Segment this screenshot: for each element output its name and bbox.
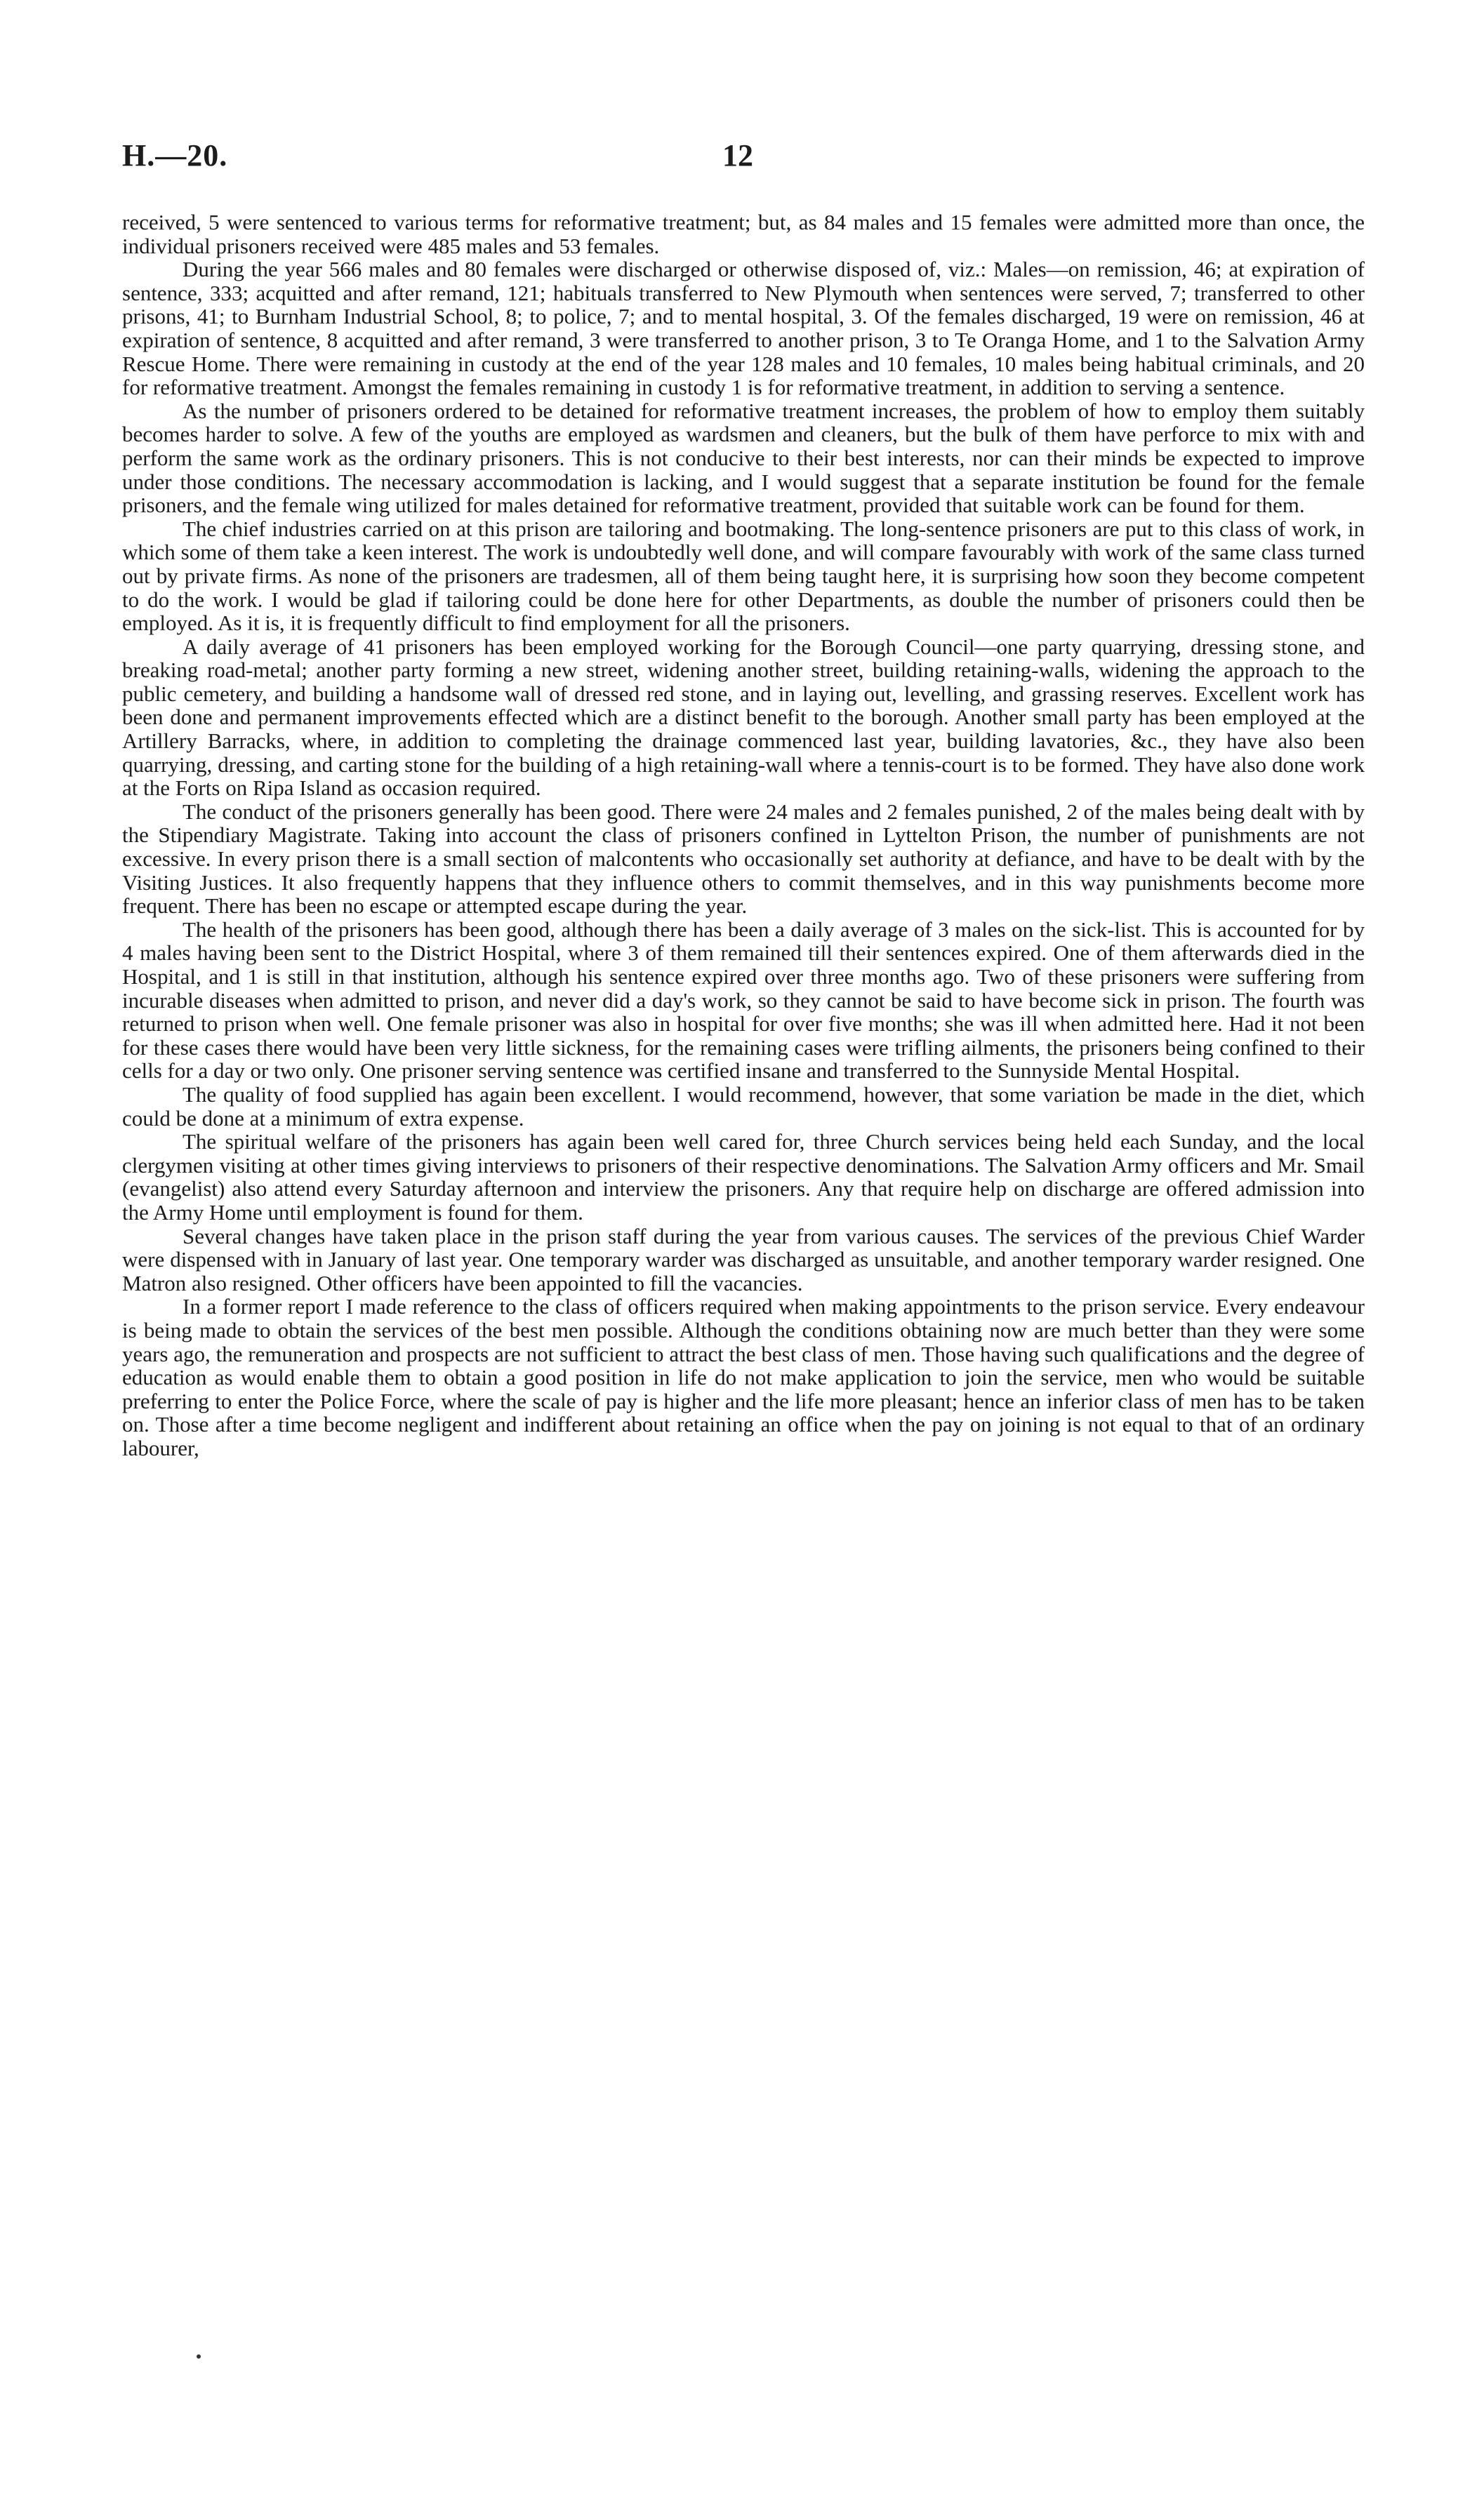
paragraph-admissions-continued: received, 5 were sentenced to various terms for reformative treatment; but, as 84 males and 15 females were admitted more than once, the individual prisoners received were 485 males and 53 females. — [122, 210, 1365, 258]
paragraph-industries: The chief industries carried on at this prison are tailoring and bootmaking. The long-sentence prisoners are put to this class of work, in which some of them take a keen interest. The work is undoubtedly well done, and will compare favourably with work of the same class turned out by private firms. As none of the prisoners are tradesmen, all of them being taught here, it is surprising how soon they become competent to do the work. I would be glad if tailoring could be done here for other Departments, as double the number of prisoners could then be employed. As it is, it is frequently difficult to find employment for all the prisoners. — [122, 516, 1365, 636]
paragraph-health: The health of the prisoners has been good, although there has been a daily average of 3 males on the sick-list. This is accounted for by 4 males having been sent to the District Hospital, where 3 of them remained till their sentences expired. One of them afterwards died in the Hospital, and 1 is still in that institution, although his sentence expired over three months ago. Two of these prisoners were suffering from incurable diseases when admitted to prison, and never did a day's work, so they cannot be said to have become sick in prison. The fourth was returned to prison when well. One female prisoner was also in hospital for over five months; she was ill when admitted here. Had it not been for these cases there would have been very little sickness, for the remaining cases were trifling ailments, the prisoners being confined to their cells for a day or two only. One prisoner serving sentence was certified insane and transferred to the Sunnyside Mental Hospital. — [122, 916, 1365, 1084]
paragraph-food: The quality of food supplied has again been excellent. I would recommend, however, that some variation be made in the diet, which could be done at a minimum of extra expense. — [122, 1081, 1365, 1131]
report-reference: H.—20. — [122, 138, 228, 173]
paragraph-staff-changes: Several changes have taken place in the prison staff during the year from various causes. The services of the previous Chief Warder were dispensed with in January of last year. One temporary warder was discharged as unsuitable, and another temporary warder resigned. One Matron also resigned. Other officers have been appointed to fill the vacancies. — [122, 1223, 1365, 1295]
body-text — [122, 211, 1365, 1460]
print-mark — [197, 2354, 201, 2359]
paragraph-conduct: The conduct of the prisoners generally has been good. There were 24 males and 2 females punished, 2 of the males being dealt with by the Stipendiary Magistrate. Taking into account the class of prisoners confined in Lyttelton Prison, the number of punishments are not excessive. In every prison there is a small section of malcontents who occasionally set authority at defiance, and have to be dealt with by the Visiting Justices. It also frequently happens that they influence others to commit themselves, and in this way punishments become more frequent. There has been no escape or attempted escape during the year. — [122, 799, 1365, 919]
paragraph-discharges: During the year 566 males and 80 females were discharged or otherwise disposed of, viz.: Males—on remission, 46; at expiration of sentence, 333; acquitted and after remand, 121; habituals transferred to New Plymouth when sentences were served, 7; transferred to other prisons, 41; to Burnham Industrial School, 8; to police, 7; and to mental hospital, 3. Of the females discharged, 19 were on remission, 46 at expiration of sentence, 8 acquitted and after remand, 3 were transferred to another prison, 3 to Te Oranga Home, and 1 to the Salvation Army Rescue Home. There were remaining in custody at the end of the year 128 males and 10 females, 10 males being habitual criminals, and 20 for reformative treatment. Amongst the females remaining in custody 1 is for reformative treatment, in addition to serving a sentence. — [122, 257, 1365, 400]
page-number: 12 — [722, 138, 753, 173]
paragraph-spiritual-welfare: The spiritual welfare of the prisoners has again been well cared for, three Church services being held each Sunday, and the local clergymen visiting at other times giving interviews to prisoners of their respective denominations. The Salvation Army officers and Mr. Smail (evangelist) also attend every Saturday afternoon and interview the prisoners. Any that require help on discharge are offered admission into the Army Home until employment is found for them. — [122, 1129, 1365, 1225]
paragraph-officers: In a former report I made reference to the class of officers required when making appointments to the prison service. Every endeavour is being made to obtain the services of the best men possible. Although the conditions obtaining now are much better than they were some years ago, the remuneration and prospects are not sufficient to attract the best class of men. Those having such qualifications and the degree of education as would enable them to obtain a good position in life do not make application to join the service, men who would be suitable preferring to enter the Police Force, where the scale of pay is higher and the life more pleasant; hence an inferior class of men has to be taken on. Those after a time become negligent and indifferent about retaining an office when the pay on joining is not equal to that of an ordinary labourer, — [122, 1294, 1365, 1460]
page-header — [122, 138, 1365, 187]
paragraph-reformative-treatment: As the number of prisoners ordered to be detained for reformative treatment increases, the problem of how to employ them suitably becomes harder to solve. A few of the youths are employed as wardsmen and cleaners, but the bulk of them have perforce to mix with and perform the same work as the ordinary prisoners. This is not conducive to their best interests, nor can their minds be expected to improve under those conditions. The necessary accommodation is lacking, and I would suggest that a separate institution be found for the female prisoners, and the female wing utilized for males detained for reformative treatment, provided that suitable work can be found for them. — [122, 398, 1365, 518]
paragraph-borough-work: A daily average of 41 prisoners has been employed working for the Borough Council—one party quarrying, dressing stone, and breaking road-metal; another party forming a new street, widening another street, building retaining-walls, widening the approach to the public cemetery, and building a handsome wall of dressed red stone, and in laying out, levelling, and grassing reserves. Excellent work has been done and permanent improvements effected which are a distinct benefit to the borough. Another small party has been employed at the Artillery Barracks, where, in addition to completing the drainage commenced last year, building lavatories, &c., they have also been quarrying, dressing, and carting stone for the building of a high retaining-wall where a tennis-court is to be formed. They have also done work at the Forts on Ripa Island as occasion required. — [122, 634, 1365, 801]
